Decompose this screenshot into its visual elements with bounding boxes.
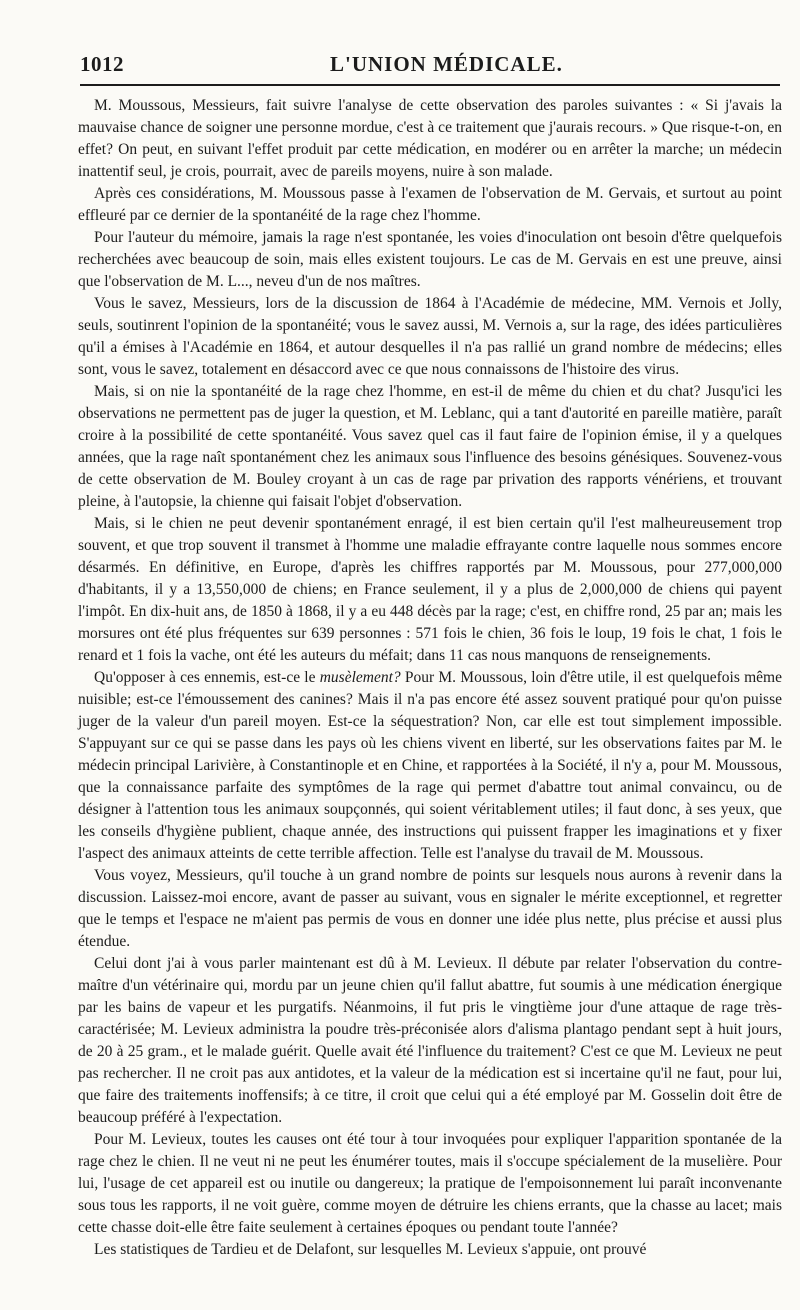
paragraph: Mais, si on nie la spontanéité de la rage chez l'homme, en est-il de même du chien et du chat? Jusqu'ici les observations ne permettent pas de juger la question, et M. Leblanc, qui a tant d'autorité en pareille matière, paraît croire à la possibilité de cette spontanéité. Vous savez quel cas il faut faire de l'opinion émise, il y a quelques années, que la rage naît spontanément chez les animaux sous l'influence des besoins génésiques. Souvenez-vous de cette observation de M. Bouley croyant à un cas de rage par privation des rapports vénériens, et trouvant pleine, à l'autopsie, la chienne qui faisait l'objet d'observation.: [78, 383, 782, 510]
paragraph-muselement: [78, 667, 782, 865]
text-run: Pour M. Moussous, loin d'être utile, il est quelquefois même nuisible; est-ce l'émoussement des canines? Mais il n'a pas encore été assez souvent pratiqué pour qu'on puisse juger de la valeur d'un pareil moyen. Est-ce la séquestration? Non, car elle est tout simplement impossible. S'appuyant sur ce qui se passe dans les pays où les chiens vivent en liberté, sur les observations faites par M. le médecin principal Larivière, à Constantinople et en Chine, et rapportées à la Société, il n'y a, pour M. Moussous, que la connaissance parfaite des symptômes de la rage qui permet d'abattre tout animal convaincu, ou de désigner à l'attention tous les animaux soupçonnés, qui soient véritablement utiles; il faut donc, à ses yeux, que les conseils d'hygiène publient, chaque année, des instructions qui puissent frapper les imaginations et y fixer l'aspect des animaux atteints de cette terrible affection. Telle est l'analyse du travail de M. Moussous.: [78, 669, 782, 862]
article-body: [78, 95, 782, 1261]
paragraph: Pour l'auteur du mémoire, jamais la rage n'est spontanée, les voies d'inoculation ont besoin d'être quelquefois recherchées avec beaucoup de soin, mais elles existent toujours. Le cas de M. Gervais en est une preuve, ainsi que l'observation de M. L..., neveu d'un de nos maîtres.: [78, 229, 782, 290]
page-header: [80, 48, 780, 88]
italic-term: musèlement?: [319, 669, 401, 686]
page-number: 1012: [80, 52, 124, 76]
paragraph: Celui dont j'ai à vous parler maintenant est dû à M. Levieux. Il débute par relater l'observation du contre-maître d'un vétérinaire qui, mordu par un jeune chien qu'il fallut abattre, fut soumis à une médication énergique par les bains de vapeur et les purgatifs. Néanmoins, il fut pris le vingtième jour d'une attaque de rage très-caractérisée; M. Levieux administra la poudre très-préconisée alors d'alisma plantago pendant sept à huit jours, de 20 à 25 gram., et le malade guérit. Quelle avait été l'influence du traitement? C'est ce que M. Levieux ne peut pas rechercher. Il ne croit pas aux antidotes, et la valeur de la médication est si incertaine qu'il ne faut, pour lui, que faire des traitements inoffensifs; à ce titre, il croit que celui qui a été employé par M. Gosselin doit être de beaucoup préféré à l'expectation.: [78, 955, 782, 1126]
paragraph: M. Moussous, Messieurs, fait suivre l'analyse de cette observation des paroles suivantes : « Si j'avais la mauvaise chance de soigner une personne mordue, c'est à ce traitement que j'aurais recours. » Que risque-t-on, en effet? On peut, en suivant l'effet produit par cette médication, en modérer ou en arrêter la marche; un médecin inattentif seul, je crois, pourrait, avec de pareils moyens, nuire à son malade.: [78, 97, 782, 180]
paragraph: Après ces considérations, M. Moussous passe à l'examen de l'observation de M. Gervais, et surtout au point effleuré par ce dernier de la spontanéité de la rage chez l'homme.: [78, 185, 782, 224]
paragraph: Mais, si le chien ne peut devenir spontanément enragé, il est bien certain qu'il l'est malheureusement trop souvent, et que trop souvent il transmet à l'homme une maladie effrayante contre laquelle nous sommes encore désarmés. En définitive, en Europe, d'après les chiffres rapportés par M. Moussous, pour 277,000,000 d'habitants, il y a 13,550,000 de chiens; en France seulement, il y a plus de 2,000,000 de chiens qui payent l'impôt. En dix-huit ans, de 1850 à 1868, il y a eu 448 décès par la rage; c'est, en chiffre rond, 25 par an; mais les morsures ont été plus fréquentes sur 639 personnes : 571 fois le chien, 36 fois le loup, 19 fois le chat, 1 fois le renard et 1 fois la vache, ont été les auteurs du méfait; dans 11 cas nous manquons de renseignements.: [78, 515, 782, 664]
paragraph: Les statistiques de Tardieu et de Delafont, sur lesquelles M. Levieux s'appuie, ont prouvé: [94, 1241, 647, 1258]
paragraph: Vous le savez, Messieurs, lors de la discussion de 1864 à l'Académie de médecine, MM. Vernois et Jolly, seuls, soutinrent l'opinion de la spontanéité; vous le savez aussi, M. Vernois a, sur la rage, des idées particulières qu'il a émises à l'Académie en 1864, et autour desquelles il n'a pas rallié un grand nombre de médecins; elles sont, vous le savez, totalement en désaccord avec ce que nous connaissons de l'histoire des virus.: [78, 295, 782, 378]
paragraph: Vous voyez, Messieurs, qu'il touche à un grand nombre de points sur lesquels nous aurons à revenir dans la discussion. Laissez-moi encore, avant de passer au suivant, vous en signaler le mérite exceptionnel, et regretter que le temps et l'espace ne m'aient pas permis de vous en donner une idée plus nette, plus précise et aussi plus étendue.: [78, 867, 782, 950]
text-run: Qu'opposer à ces ennemis, est-ce le: [94, 669, 320, 686]
header-rule: [80, 84, 780, 86]
paragraph: Pour M. Levieux, toutes les causes ont été tour à tour invoquées pour expliquer l'apparition spontanée de la rage chez le chien. Il ne veut ni ne peut les énumérer toutes, mais il s'occupe spécialement de la muselière. Pour lui, l'usage de cet appareil est ou inutile ou dangereux; la pratique de l'empoisonnement lui paraît inconvenante sous tous les rapports, il ne voit guère, comme moyen de détruire les chiens errants, que la chasse au lacet; mais cette chasse doit-elle être faite seulement à certaines époques ou pendant toute l'année?: [78, 1131, 782, 1236]
running-title: L'UNION MÉDICALE.: [330, 52, 563, 76]
